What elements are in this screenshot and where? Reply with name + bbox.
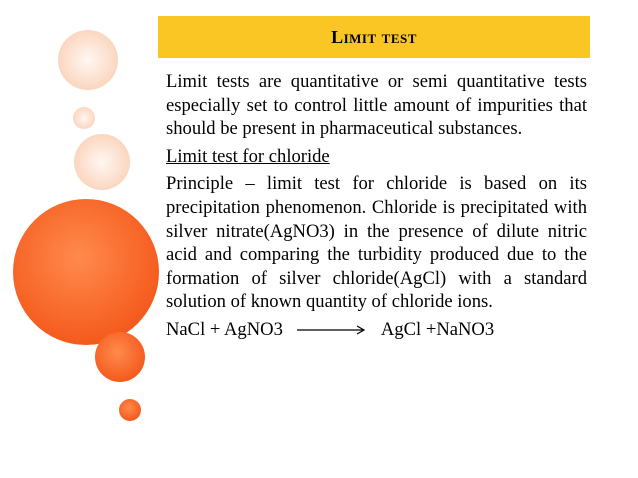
circle-top-small-light bbox=[73, 107, 95, 129]
title-bar bbox=[158, 16, 590, 58]
slide-body bbox=[166, 70, 587, 342]
circle-medium-orange bbox=[95, 332, 145, 382]
circle-top-light bbox=[58, 30, 118, 90]
slide-title: Limit test bbox=[331, 26, 417, 47]
right-arrow-icon bbox=[297, 324, 369, 336]
circle-mid-light bbox=[74, 134, 130, 190]
equation-reactants: NaCl + AgNO3 bbox=[166, 318, 283, 340]
subheading-chloride: Limit test for chloride bbox=[166, 145, 330, 167]
circle-small-orange bbox=[119, 399, 141, 421]
reaction-equation bbox=[166, 318, 587, 342]
circle-large-orange bbox=[13, 199, 159, 345]
intro-paragraph: Limit tests are quantitative or semi quantitative tests especially set to control little amount of impurities that should be present in pharmaceutical substances. bbox=[166, 71, 587, 140]
decorative-circles bbox=[0, 0, 160, 478]
principle-paragraph: Principle – limit test for chloride is based on its precipitation phenomenon. Chloride is precipitated with silver nitrate(AgNO3) in the presence of dilute nitric acid and comparing the turbidity produced due to the formation of silver chloride(AgCl) with a standard solution of known quantity of chloride ions. bbox=[166, 173, 587, 313]
equation-products: AgCl +NaNO3 bbox=[380, 318, 495, 340]
